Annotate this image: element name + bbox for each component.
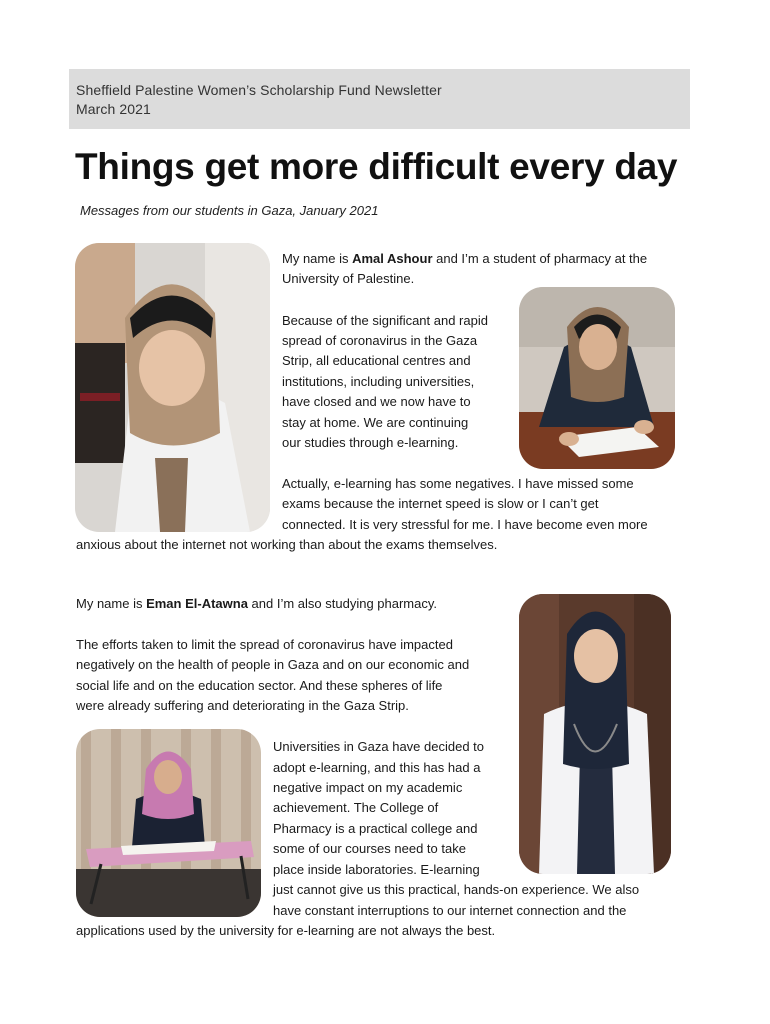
story1-para2-line: have closed and we now have to	[282, 394, 471, 409]
story2-para3-line: Universities in Gaza have decided to	[273, 739, 485, 754]
story1-para2-line: Strip, all educational centres and	[282, 353, 471, 368]
story2-para2-line: social life and on the education sector. And these spheres of life	[76, 678, 443, 693]
story1-student-name: Amal Ashour	[352, 251, 433, 266]
story1-intro: My name is Amal Ashour and I’m a student of pharmacy at the	[282, 251, 648, 266]
newsletter-date: March 2021	[76, 101, 151, 117]
story2-student-name: Eman El-Atawna	[146, 596, 248, 611]
newsletter-name: Sheffield Palestine Women’s Scholarship Fund Newsletter	[76, 82, 442, 98]
story1-para2-line: our studies through e-learning.	[282, 435, 459, 450]
newsletter-header	[69, 69, 690, 129]
story1-para3-line: connected. It is very stressful for me. I have become even more	[282, 517, 648, 532]
story1-intro-cont: University of Palestine.	[282, 271, 415, 286]
eman-standing-photo	[519, 594, 671, 874]
story1-para2-line: stay at home. We are continuing	[282, 415, 469, 430]
story2-para2-line: negatively on the health of people in Gaza and on our economic and	[76, 657, 470, 672]
story1-para3-line: anxious about the internet not working than about the exams themselves.	[76, 537, 498, 552]
story2-para2-line: The efforts taken to limit the spread of coronavirus have impacted	[76, 637, 453, 652]
eman-studying-photo	[76, 729, 261, 917]
page-title: Things get more difficult every day	[75, 146, 678, 187]
story2-para3-line: Pharmacy is a practical college and	[273, 821, 478, 836]
story2-para3-line: have constant interruptions to our internet connection and the	[273, 903, 627, 918]
story2-para3-line: achievement. The College of	[273, 800, 439, 815]
story2-para3-line: negative impact on my academic	[273, 780, 463, 795]
story2-para3-line: some of our courses need to take	[273, 841, 466, 856]
story2-para3-line: just cannot give us this practical, hands-on experience. We also	[273, 882, 640, 897]
story1-para2-line: spread of coronavirus in the Gaza	[282, 333, 478, 348]
story2-para3-line: applications used by the university for e-learning are not always the best.	[76, 923, 496, 938]
story1-para3-line: exams because the internet speed is slow or I can’t get	[282, 496, 599, 511]
amal-studying-photo	[519, 287, 675, 469]
story2-intro: My name is Eman El-Atawna and I’m also studying pharmacy.	[76, 596, 438, 611]
amal-selfie-photo	[75, 243, 270, 532]
page-subtitle: Messages from our students in Gaza, January 2021	[80, 203, 379, 218]
story1-para2-line: Because of the significant and rapid	[282, 313, 488, 328]
story1-para2-line: institutions, including universities,	[282, 374, 475, 389]
story2-para3-line: place inside laboratories. E-learning	[273, 862, 480, 877]
story2-para3-line: adopt e-learning, and this has had a	[273, 760, 481, 775]
story1-para3-line: Actually, e-learning has some negatives. I have missed some	[282, 476, 634, 491]
story2-para2-line: were already suffering and deteriorating in the Gaza Strip.	[76, 698, 409, 713]
